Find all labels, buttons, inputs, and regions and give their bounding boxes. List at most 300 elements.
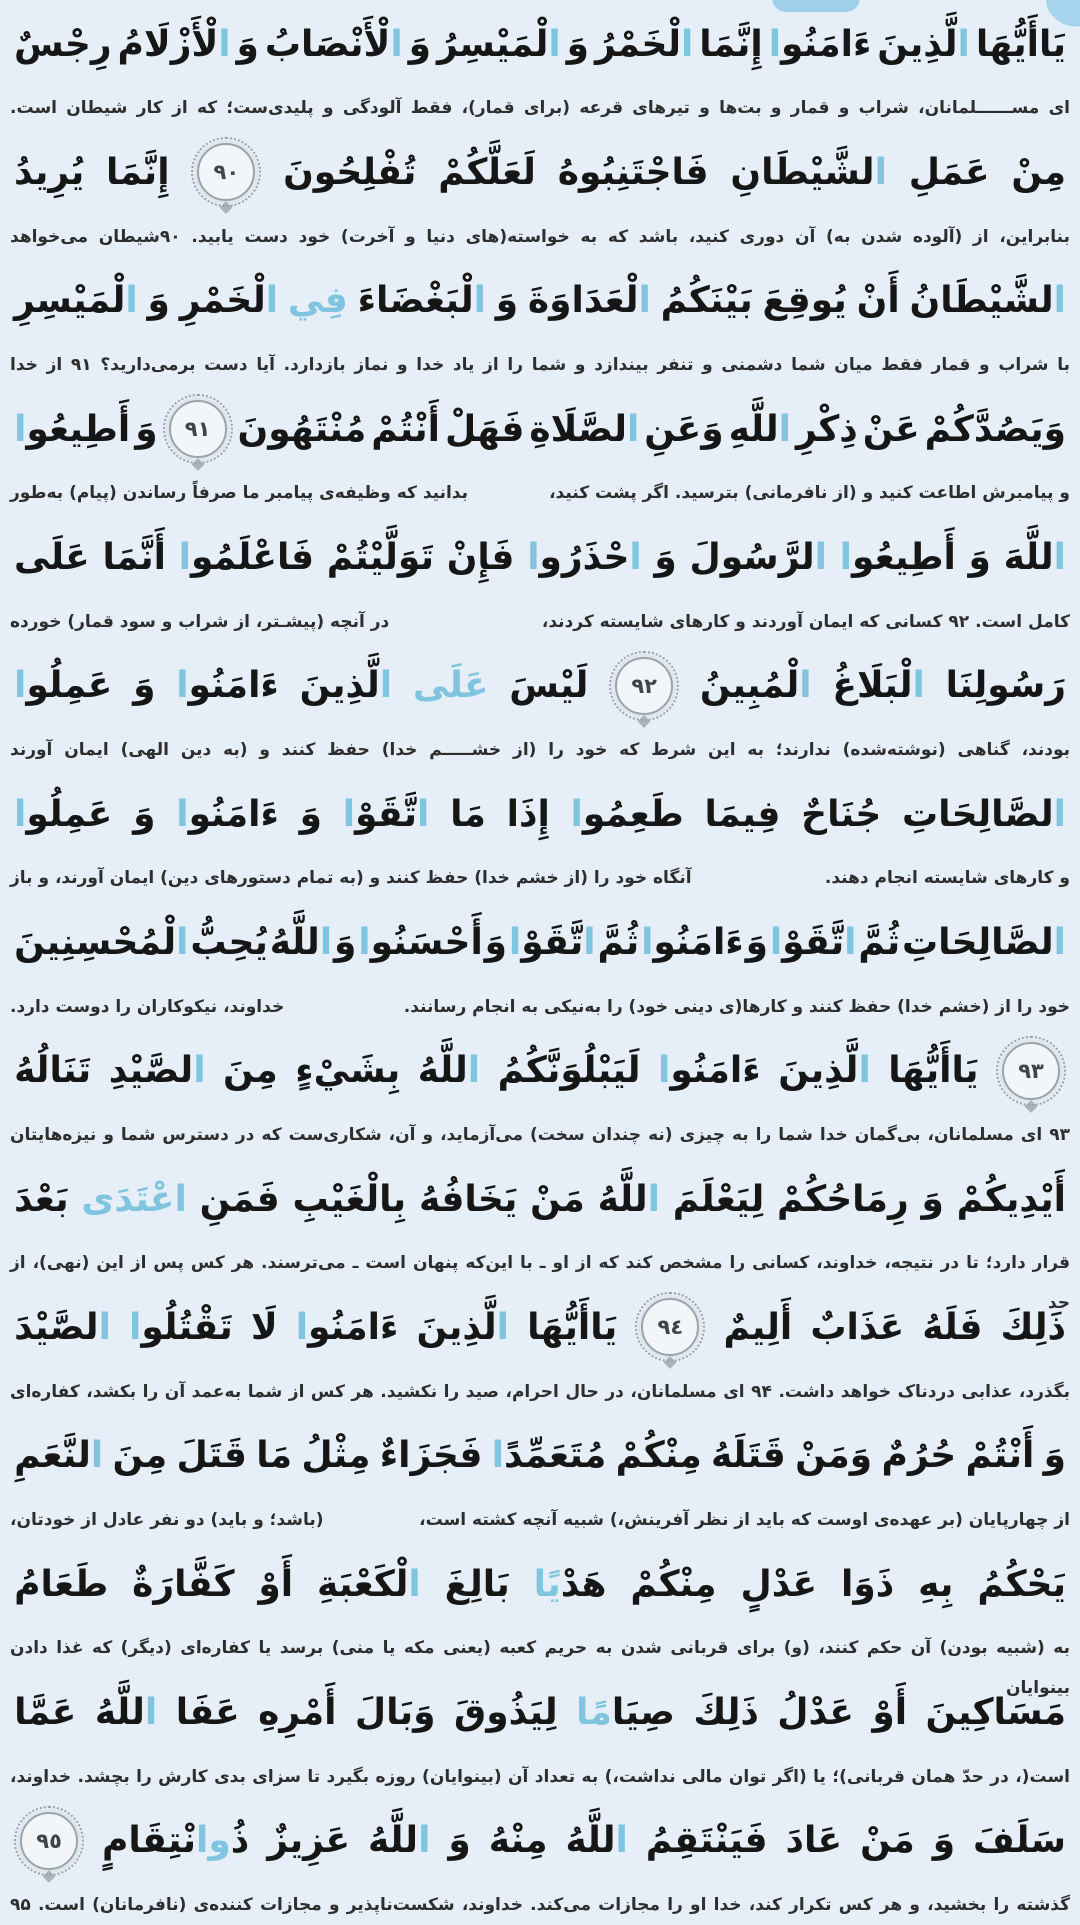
arabic-text-segment: رَسُولِنَا [945, 665, 1066, 707]
arabic-text-segment: إِنَّمَا [106, 151, 170, 193]
verse-number: ٩٥ [36, 1828, 62, 1853]
verse-pair-row [0, 257, 1080, 385]
arabic-word [598, 1179, 660, 1220]
arabic-verse-line [0, 385, 1080, 473]
persian-text: خداوند، نیکوکاران را دوست دارد. [10, 996, 285, 1017]
persian-text: به (شبیه بودن) آن حکم کنند، (و) برای قربانی شدن به حریم کعبه (یعنی مکه یا منی) برسد یا کفاره‌ای (دیگر) که غذا دادن بینوایان [10, 1638, 1070, 1699]
verse-pair-row [0, 1283, 1080, 1411]
arabic-word [445, 409, 524, 450]
arabic-text-segment: يَخَافُهُ [418, 1178, 518, 1220]
arabic-text-segment: وَ [133, 665, 156, 707]
arabic-word [200, 1179, 280, 1220]
arabic-text-segment: لْمَيْسِرِ [14, 280, 126, 322]
arabic-text-segment: عَذَابٌ [810, 1306, 905, 1348]
arabic-text-segment: فَلَهُ [922, 1306, 983, 1348]
arabic-word [301, 1435, 370, 1476]
arabic-text-segment: تَنَالُهُ [14, 1050, 92, 1092]
arabic-text-segment: لْمُبِينُ [699, 665, 800, 707]
arabic-word [258, 1564, 293, 1605]
arabic-text-segment: مِنَ [223, 1050, 278, 1092]
arabic-text-segment: ءَامَنُو [188, 665, 279, 707]
verse-number-medallion [641, 1298, 699, 1356]
persian-text: (باشد؛ و باید) دو نفر عادل از خودتان، [10, 1509, 324, 1530]
arabic-text-segment: بِالْغَيْبِ [292, 1178, 407, 1220]
arabic-text-segment: ءَامَنُو [781, 23, 872, 65]
arabic-word [777, 1179, 909, 1220]
tajweed-letter: ا [1053, 921, 1066, 963]
arabic-word [1011, 152, 1066, 193]
arabic-text-segment: وَ [495, 280, 519, 322]
arabic-word [14, 1692, 76, 1733]
persian-text: بدانید که وظیفه‌ی پیامبر ما صرفاً رساندن (پیام) به‌طور [10, 483, 468, 504]
tajweed-letter: ا [14, 408, 27, 450]
arabic-word [973, 1820, 1066, 1861]
arabic-word [778, 1050, 871, 1091]
arabic-text-segment: لَّذِينَ [877, 23, 958, 65]
arabic-text-segment: مِنَ [112, 1435, 168, 1477]
arabic-text-segment: لَا [250, 1306, 278, 1348]
arabic-word [176, 1692, 240, 1733]
arabic-text-segment: عَزِيزٌ [267, 1820, 351, 1862]
arabic-text-segment: تَوَلَّيْتُمْ [326, 536, 434, 578]
arabic-text-segment: عَادَ [785, 1820, 843, 1862]
arabic-text-segment: قَتَلَهُ [711, 1435, 786, 1477]
verse-pair-row [0, 898, 1080, 1026]
arabic-text-segment: أَنْتُمْ [965, 1435, 1035, 1477]
arabic-word [969, 537, 991, 578]
arabic-verse-line [0, 128, 1080, 216]
arabic-word [102, 1820, 249, 1861]
arabic-text-segment: ذَوَا [840, 1563, 895, 1605]
tajweed-letter: ا [178, 536, 191, 578]
arabic-word [190, 922, 268, 963]
arabic-text-segment: للَّهُ [597, 1178, 648, 1220]
arabic-text-segment: ءَامَنُو [670, 1050, 761, 1092]
persian-translation-line [0, 1243, 1080, 1314]
arabic-word [597, 922, 639, 963]
persian-translation-line [0, 473, 1080, 513]
tajweed-letter: ا [467, 1050, 481, 1092]
tajweed-letter: ا [319, 921, 333, 963]
arabic-text-segment: وَيَصُدَّكُمْ [924, 408, 1066, 450]
arabic-text-segment: تَّقَوْ [782, 921, 845, 963]
tajweed-letter: ا [626, 408, 640, 450]
tajweed-letter: ا [491, 1435, 505, 1477]
verse-number-medallion [169, 400, 227, 458]
tajweed-letter: اعْتَدَى [81, 1178, 187, 1220]
arabic-text-segment: لنَّعَمِ [14, 1435, 91, 1477]
arabic-word [380, 1435, 483, 1476]
arabic-word [132, 1564, 234, 1605]
arabic-word [265, 24, 403, 65]
arabic-text-segment: وَمَنْ [795, 1435, 873, 1477]
arabic-text-segment: تَقْتُلُو [141, 1306, 233, 1348]
arabic-text-segment: للَّهِ [728, 408, 779, 450]
arabic-text-segment: عَدْلُ [777, 1691, 854, 1733]
arabic-word [740, 1564, 817, 1605]
arabic-word [295, 1050, 400, 1091]
persian-translation-line [0, 1372, 1080, 1412]
arabic-text-segment: ءَامَنُو [653, 921, 744, 963]
arabic-word [176, 665, 279, 706]
arabic-word [256, 1435, 292, 1476]
arabic-word [976, 24, 1066, 65]
tajweed-letter: ا [265, 280, 279, 322]
arabic-text-segment: تَّقَوْ [355, 793, 418, 835]
arabic-text-segment: حُرُمٌ [881, 1435, 957, 1477]
arabic-text-segment: وَ [448, 1820, 471, 1862]
arabic-word [447, 537, 515, 578]
arabic-word [832, 665, 924, 706]
arabic-text-segment: لْبَلَاغُ [832, 665, 913, 707]
persian-translation-line [0, 217, 1080, 257]
arabic-word [283, 152, 416, 193]
arabic-word [438, 152, 536, 193]
arabic-word [860, 1820, 915, 1861]
arabic-word [571, 794, 684, 835]
persian-translation-line [0, 1500, 1080, 1540]
arabic-text-segment: حْذَرُو [539, 536, 630, 578]
verse-number-medallion [615, 657, 673, 715]
arabic-word [654, 537, 676, 578]
arabic-text-segment: عَمَّا [14, 1691, 77, 1733]
arabic-text-segment: تَّقَوْ [521, 921, 584, 963]
persian-text: و کارهای شایسته انجام دهند. [824, 868, 1070, 889]
arabic-text-segment: أَطِيعُو [852, 536, 956, 578]
arabic-text-segment: صِيَا [611, 1691, 675, 1733]
verse-pair-row [0, 385, 1080, 513]
arabic-text-segment: وَ [334, 921, 357, 963]
arabic-text-segment: مُنْتَهُونَ [237, 408, 367, 450]
tajweed-letter: ا [144, 1691, 158, 1733]
arabic-text-segment: بَيْنَكُمُ [660, 280, 753, 322]
tajweed-letter: ا [768, 23, 782, 65]
arabic-word [106, 152, 170, 193]
tajweed-letter: مًا [576, 1691, 612, 1733]
persian-translation-line [0, 858, 1080, 898]
arabic-word [1000, 1307, 1066, 1348]
tajweed-letter: ا [508, 921, 522, 963]
arabic-word [527, 537, 642, 578]
arabic-text-segment: أَيْدِيكُمْ [956, 1178, 1066, 1220]
arabic-text-segment: وَ [566, 23, 590, 65]
arabic-text-segment: ثُمَّ [597, 921, 640, 963]
tajweed-letter: ا [629, 536, 642, 578]
arabic-text-segment: سَلَفَ [973, 1820, 1066, 1862]
arabic-text-segment: مَنْ [860, 1820, 915, 1862]
persian-text: ۹۳ ای مسلمانان، بی‌گمان خدا شما را به چیزی (نه چندان سخت) می‌آزماید، و آن، شکاری‌ست که در دسترس شما و نیزه‌هایتان [10, 1124, 1070, 1145]
arabic-word [872, 1692, 907, 1733]
arabic-text-segment: وَبَالَ [354, 1691, 436, 1733]
tajweed-letter: ا [129, 1306, 142, 1348]
arabic-text-segment: أَمْرِهِ [258, 1691, 337, 1733]
arabic-text-segment: عَنْ [862, 408, 920, 450]
arabic-text-segment: لْعَدَاوَةَ [527, 280, 639, 322]
tajweed-letter: ا [98, 1306, 111, 1348]
tajweed-letter: ا [778, 408, 791, 450]
arabic-word [118, 24, 231, 65]
arabic-word [14, 794, 112, 835]
arabic-word [129, 1307, 233, 1348]
tajweed-letter: ا [14, 665, 27, 707]
arabic-word [135, 409, 157, 450]
arabic-text-segment: مِنْكُمْ [630, 1563, 717, 1605]
arabic-text-segment: إِنَّمَا [699, 23, 763, 65]
verse-pair-row [0, 1412, 1080, 1540]
arabic-word [496, 280, 518, 321]
tajweed-letter: ا [295, 1306, 309, 1348]
arabic-text-segment: وَ [1043, 1435, 1066, 1477]
arabic-text-segment: لَيَبْلُوَنَّكُمُ [497, 1050, 641, 1092]
arabic-text-segment: وَ [133, 793, 156, 835]
tajweed-letter: ا [527, 536, 540, 578]
arabic-word [786, 1820, 843, 1861]
tajweed-letter: ا [769, 921, 783, 963]
arabic-word [661, 280, 753, 321]
arabic-word [1004, 537, 1066, 578]
verse-pair-row [0, 1540, 1080, 1699]
arabic-text-segment: أَوْ [872, 1691, 908, 1733]
arabic-word [957, 1179, 1066, 1220]
arabic-text-segment: لْبَغْضَاءَ [357, 280, 474, 322]
arabic-word [558, 152, 709, 193]
arabic-text-segment: عَلَى [14, 536, 90, 578]
arabic-word [902, 794, 1066, 835]
arabic-text-segment: لرَّسُولَ [689, 536, 815, 578]
arabic-text-segment: لِيَذُوقَ [454, 1691, 558, 1733]
arabic-text-segment: للَّهُ [368, 1820, 419, 1862]
arabic-word [368, 1820, 430, 1861]
arabic-word [926, 1692, 1066, 1733]
tajweed-letter: ا [90, 1435, 104, 1477]
tajweed-letter: ا [1053, 536, 1066, 578]
arabic-word [902, 922, 1066, 963]
arabic-text-segment: عَفَا [175, 1691, 240, 1733]
tajweed-letter: عَلَى [412, 665, 489, 707]
arabic-word [777, 1692, 854, 1733]
arabic-word [251, 1307, 278, 1348]
arabic-word [492, 1435, 607, 1476]
arabic-verse-line [0, 1540, 1080, 1628]
arabic-word [630, 1564, 716, 1605]
arabic-word [693, 1692, 759, 1733]
arabic-text-segment: طَعَامُ [14, 1563, 109, 1605]
arabic-word [699, 24, 763, 65]
tajweed-letter: ا [473, 280, 486, 322]
tajweed-letter: ا [570, 793, 583, 835]
arabic-text-segment: عَمِلُو [26, 665, 113, 707]
arabic-text-segment: قَتَلَ [176, 1435, 247, 1477]
arabic-word [148, 280, 170, 321]
arabic-text-segment: مَا [256, 1435, 293, 1477]
arabic-text-segment: لْمَيْسِرُ [436, 23, 549, 65]
arabic-word [296, 1307, 399, 1348]
tajweed-letter: فِي [287, 280, 348, 322]
arabic-text-segment: لْخَمْرِ [179, 280, 266, 322]
arabic-word [527, 1307, 617, 1348]
arabic-word [317, 1564, 421, 1605]
arabic-word [270, 922, 332, 963]
verse-number: ٩٢ [631, 673, 657, 698]
arabic-text-segment: يُرِيدُ [14, 151, 85, 193]
arabic-text-segment: وَ [921, 1178, 944, 1220]
arabic-word [700, 665, 812, 706]
arabic-word [14, 152, 84, 193]
arabic-text-segment: لْمُحْسِنِينَ [14, 921, 177, 963]
arabic-word [769, 24, 872, 65]
arabic-word [925, 409, 1066, 450]
arabic-word [690, 537, 827, 578]
arabic-word [343, 794, 430, 835]
arabic-text-segment: لَّذِينَ [778, 1050, 859, 1092]
tajweed-letter: ا [125, 280, 138, 322]
arabic-text-segment: للَّهُ [417, 1050, 468, 1092]
arabic-text-segment: أَلِيمٌ [723, 1306, 793, 1348]
arabic-text-segment: لِيَعْلَمَ [672, 1178, 765, 1220]
arabic-text-segment: ءَامَنُو [188, 793, 279, 835]
arabic-word [113, 1435, 168, 1476]
arabic-text-segment: فَجَزَاءٌ [379, 1435, 483, 1477]
arabic-verse-line [0, 770, 1080, 858]
tajweed-letter: ا [14, 793, 27, 835]
persian-text: کامل است. ۹۲ کسانی که ایمان آوردند و کارهای شایسته کردند، [541, 611, 1070, 632]
arabic-word [14, 1307, 111, 1348]
verse-pair-row [0, 770, 1080, 898]
arabic-word [418, 1050, 480, 1091]
arabic-word [437, 24, 561, 65]
arabic-text-segment: لصَّلَاةِ [529, 408, 627, 450]
arabic-text-segment: أَنْ [856, 280, 900, 322]
tajweed-letter: ا [839, 536, 852, 578]
arabic-word [237, 24, 259, 65]
arabic-text-segment: لشَّيْطَانِ [730, 151, 875, 193]
verse-number-medallion [1002, 1042, 1060, 1100]
arabic-text-segment: ذِكْرِ [795, 408, 858, 450]
verse-number: ٩٤ [657, 1315, 684, 1340]
arabic-word [857, 280, 900, 321]
arabic-word [946, 665, 1066, 706]
arabic-word [796, 409, 858, 450]
arabic-word [576, 1692, 675, 1733]
arabic-verse-line [0, 642, 1080, 730]
tajweed-letter: ا [379, 665, 393, 707]
arabic-verse-line [0, 1155, 1080, 1243]
arabic-word [801, 794, 881, 835]
verse-pair-row [0, 128, 1080, 256]
arabic-word [95, 1692, 157, 1733]
arabic-word [921, 1179, 943, 1220]
tajweed-letter: ا [496, 1306, 510, 1348]
arabic-word [616, 1435, 702, 1476]
arabic-word [966, 1435, 1035, 1476]
arabic-word [534, 1564, 607, 1605]
arabic-word [454, 1692, 558, 1733]
arabic-text-segment: لْخَمْرُ [594, 23, 681, 65]
arabic-word [109, 1050, 206, 1091]
arabic-text-segment: وَ [968, 536, 991, 578]
arabic-word [567, 24, 589, 65]
arabic-text-segment: لَّذِينَ [299, 665, 380, 707]
arabic-word [977, 1564, 1066, 1605]
arabic-text-segment: ثُمَّ [858, 921, 901, 963]
arabic-word [179, 537, 314, 578]
arabic-word [14, 537, 90, 578]
arabic-word [881, 1435, 956, 1476]
arabic-text-segment: للَّهُ [565, 1820, 616, 1862]
verse-pair-row [0, 1797, 1080, 1925]
arabic-text-segment: لصَّالِحَاتِ [901, 921, 1054, 963]
persian-text: در آنچه (پیشـتر، از شراب و سود قمار) خورده [10, 611, 390, 632]
arabic-text-segment: رِمَاحُكُمْ [777, 1178, 909, 1220]
verse-number: ٩١ [184, 417, 211, 442]
arabic-word [763, 280, 847, 321]
arabic-text-segment: يَاأَيُّهَا [527, 1306, 618, 1348]
arabic-text-segment: وَ [299, 793, 322, 835]
verse-pair-row [0, 1027, 1080, 1155]
arabic-text-segment: فَاعْلَمُو [190, 536, 315, 578]
arabic-word [498, 1050, 641, 1091]
arabic-text-segment: هَدْ [560, 1563, 607, 1605]
tajweed-letter: ا [799, 665, 812, 707]
verse-pair-row [0, 1155, 1080, 1314]
arabic-text-segment: بَالِغَ [444, 1563, 510, 1605]
arabic-verse-line [0, 1668, 1080, 1756]
arabic-word [810, 1307, 904, 1348]
persian-translation-line [0, 1115, 1080, 1155]
persian-translation-line [0, 345, 1080, 385]
arabic-word [355, 1692, 436, 1733]
arabic-text-segment: أَحْسَنُو [370, 921, 483, 963]
arabic-word [909, 152, 990, 193]
arabic-word [723, 1307, 792, 1348]
persian-translation-line [0, 1757, 1080, 1797]
arabic-word [238, 409, 367, 450]
arabic-word [646, 1820, 768, 1861]
verse-pair-row [0, 0, 1080, 128]
arabic-word [133, 665, 155, 706]
arabic-text-segment: مِنْ [1011, 151, 1066, 193]
arabic-text-segment: كَفَّارَةٌ [132, 1563, 235, 1605]
arabic-word [863, 409, 920, 450]
arabic-text-segment: للَّهُ [269, 921, 320, 963]
arabic-verse-line [0, 1027, 1080, 1115]
arabic-text-segment: فِيمَا [704, 793, 781, 835]
arabic-word [1044, 1435, 1066, 1476]
arabic-word [909, 280, 1066, 321]
arabic-text-segment: يَاأَيُّهَا [975, 23, 1066, 65]
arabic-word [14, 280, 138, 321]
persian-translation-line [0, 1628, 1080, 1699]
arabic-verse-line [0, 898, 1080, 986]
tajweed-letter: ا [358, 921, 371, 963]
arabic-word [673, 1179, 764, 1220]
arabic-text-segment: طَعِمُو [582, 793, 684, 835]
arabic-text-segment: أَوْ [258, 1563, 294, 1605]
arabic-text-segment: وَ [654, 536, 677, 578]
verse-pair-row [0, 642, 1080, 770]
tajweed-letter: ا [1053, 793, 1066, 835]
tajweed-letter: وا [196, 1820, 231, 1862]
arabic-word [14, 665, 112, 706]
arabic-text-segment: عَدْلٍ [740, 1563, 818, 1605]
persian-text: آنگاه خود را (از خشم خدا) حفظ کنند و (به تمام دستورهای دین) ایمان آورند، و باز [10, 868, 692, 889]
arabic-word [529, 409, 639, 450]
arabic-word [485, 922, 507, 963]
persian-translation-line [0, 730, 1080, 770]
arabic-word [711, 1435, 786, 1476]
arabic-word [450, 794, 486, 835]
persian-text: قرار دارد؛ تا در نتیجه، خداوند، کسانی را مشخص کند که از او ـ با این‌که پنهان است ـ می‌ترسند. هر کس پس از این (نهی)، از حد [10, 1253, 1070, 1314]
